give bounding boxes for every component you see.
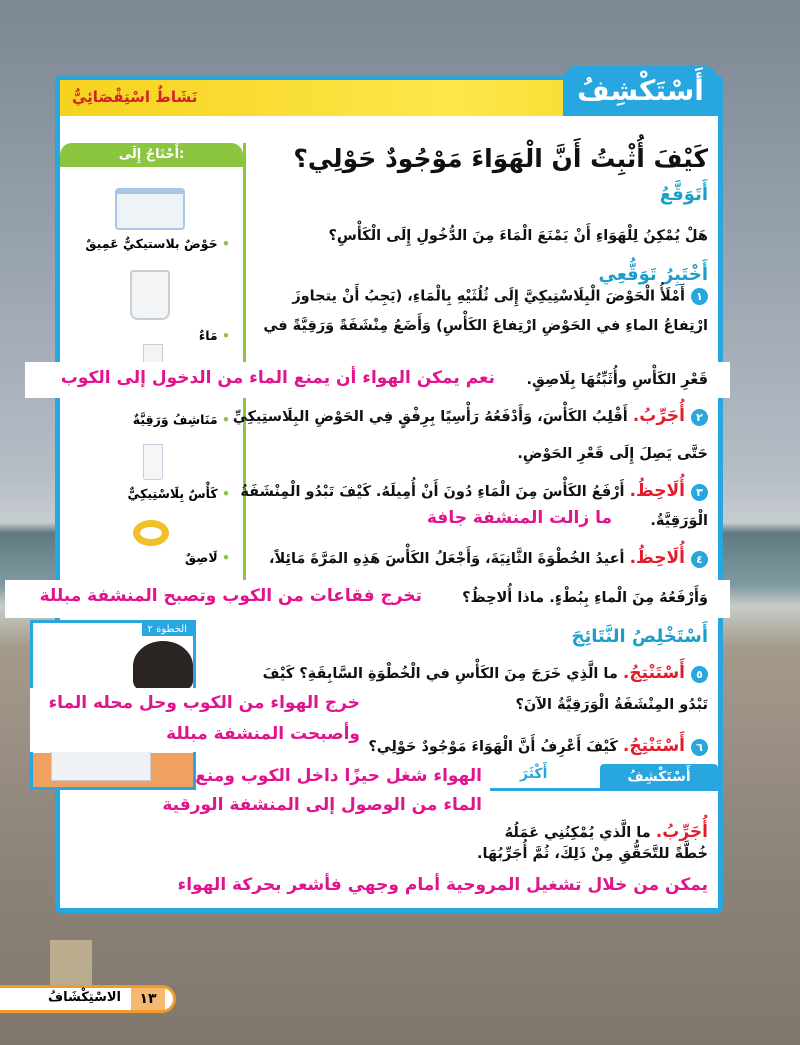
predict-heading: أَتَوَقَّعُ xyxy=(659,184,708,205)
step-3-line: الْوَرَقِيَّةُ. xyxy=(650,513,708,529)
paper-towel-image xyxy=(143,344,163,364)
answer-5-line: خرج الهواء من الكوب وحل محله الماء xyxy=(48,693,360,713)
footer-section: الاسْتِكْشَافُ xyxy=(48,990,121,1005)
explore-more-line: أُجَرِّبُ. ما الَّذي يُمْكِنُنِي عَمَلُهُ xyxy=(504,822,708,842)
test-heading: أَخْتَبِرُ تَوَقُّعِي xyxy=(598,264,708,285)
page-title: كَيْفَ أُثْبِتُ أَنَّ الْهَوَاءَ مَوْجُودٌ حَوْلِي؟ xyxy=(293,144,708,173)
step-5-line: تَبْدُو المِنْشَفَةُ الْوَرَقِيَّةُ الآنَ؟ xyxy=(515,697,708,713)
answer-1: نعم يمكن الهواء أن يمنع الماء من الدخول إلى الكوب xyxy=(60,368,495,388)
material-item: • لَاصِقٌ xyxy=(185,550,230,565)
step-4-line: وَأَرْفَعُهُ مِنَ الْماءِ بِبُطْءٍ. ماذا أُلاحِظُ؟ xyxy=(462,590,708,606)
step-3-line: ٣أُلَاحِظُ. أَرْفَعُ الكَأْسَ مِنَ الْمَاءِ دُونَ أَنْ أُمِيلَهُ. كَيْفَ تَبْدُو الْمِنْشَفَةُ xyxy=(240,481,708,501)
answer-7: يمكن من خلال تشغيل المروحية أمام وجهي فأشعر بحركة الهواء xyxy=(177,875,708,895)
step-1-line: ارْتِفاعُ الماءِ في الحَوْضِ ارْتِفاعَ الكَأْسِ) وَأَضَعُ مِنْشَفَةً وَرَقِيَّةً في xyxy=(263,318,708,334)
step-1-line: قَعْرِ الكَأْسِ وأُثَبِّتُهَا بِلَاصِقٍ. xyxy=(526,372,708,388)
materials-heading: أَحْتَاجُ إِلَى: xyxy=(60,143,243,167)
explore-more-tab: أَسْتَكْشِفُ xyxy=(600,764,718,790)
answer-6-line: الهواء شغل حيزًا داخل الكوب ومنع xyxy=(195,766,482,786)
answer-3: ما زالت المنشفة جافة xyxy=(426,508,612,528)
explore-more-line: خُطَّةً للتَّحَقُّقِ مِنْ ذَلِكَ، ثُمَّ أُجَرِّبُهَا. xyxy=(477,846,708,862)
measuring-cup-image xyxy=(130,270,170,320)
photo-label: الخطوة ٢ xyxy=(142,623,193,636)
material-item: • مَنَاشِفُ وَرَقِيَّةٌ xyxy=(133,412,230,427)
tape-image xyxy=(133,520,169,546)
page-number: ١٣ xyxy=(131,988,165,1010)
page-footer xyxy=(0,985,176,1013)
plastic-cup-image xyxy=(143,444,163,480)
step-2-line: ٢أُجَرِّبُ. أَقْلِبُ الكَأْسَ، وَأَدْفَعُهُ رَأْسِيًا بِرِفْقٍ فِي الحَوْضِ البِلَاستِيكِيِّ xyxy=(233,406,708,426)
tub-image xyxy=(115,188,185,230)
explore-more-label: أَكْثَرَ xyxy=(520,766,548,782)
answer-6-line: الماء من الوصول إلى المنشفة الورقية xyxy=(162,795,482,815)
header-subtitle: نَشَاطٌ اسْتِقْصَائِيٌّ xyxy=(72,88,198,106)
predict-question: هَلْ يُمْكِنُ لِلْهَوَاءِ أَنْ يَمْنَعَ الْمَاءَ مِنَ الدُّخُولِ إِلَى الْكَأْسِ؟ xyxy=(328,228,708,244)
material-item: • حَوْضٌ بلاستيكيٌّ عَمِيقٌ xyxy=(85,236,230,251)
material-item: • مَاءٌ xyxy=(199,328,230,343)
material-item: • كَأْسٌ بِلَاسْتِيكِيٌّ xyxy=(127,486,230,501)
answer-4: تخرج فقاعات من الكوب وتصبح المنشفة مبللة xyxy=(39,586,422,606)
step-4-line: ٤أُلَاحِظُ. أعيدُ الخُطْوَةَ الثَّانِيَةَ، وَأَجْعَلُ الكَأْسَ هَذِهِ المَرَّةَ مَائِلاً، xyxy=(269,548,708,568)
watermark-logo xyxy=(50,940,92,985)
step-5-line: ٥أَسْتَنْتِجُ. ما الَّذِي خَرَجَ مِنَ الكَأْسِ في الْخُطْوَةِ السَّابِقَةِ؟ كَيْفَ xyxy=(263,663,708,683)
step-number: ١ xyxy=(691,288,708,305)
step-6-line: ٦أَسْتَنْتِجُ. كَيْفَ أَعْرِفُ أَنَّ الْهَوَاءَ مَوْجُودٌ حَوْلِي؟ xyxy=(368,736,708,756)
conclude-heading: أَسْتَخْلِصُ النَّتَائِجَ xyxy=(571,626,708,647)
step-1-line: ١أَمْلَأُ الْحَوْضَ الْبِلَاسْتِيكِيَّ إِلَى ثُلُثَيْهِ بِالْمَاءِ، (يَجِبُ أَنْ يتجاوزَ xyxy=(292,288,708,305)
step-2-line: حَتَّى يَصِلَ إِلَى قَعْرِ الحَوْضِ. xyxy=(517,446,708,462)
child-head xyxy=(133,641,193,691)
answer-5-line: وأصبحت المنشفة مبللة xyxy=(166,724,360,744)
header-tab: أَسْتَكْشِفُ xyxy=(563,66,718,116)
